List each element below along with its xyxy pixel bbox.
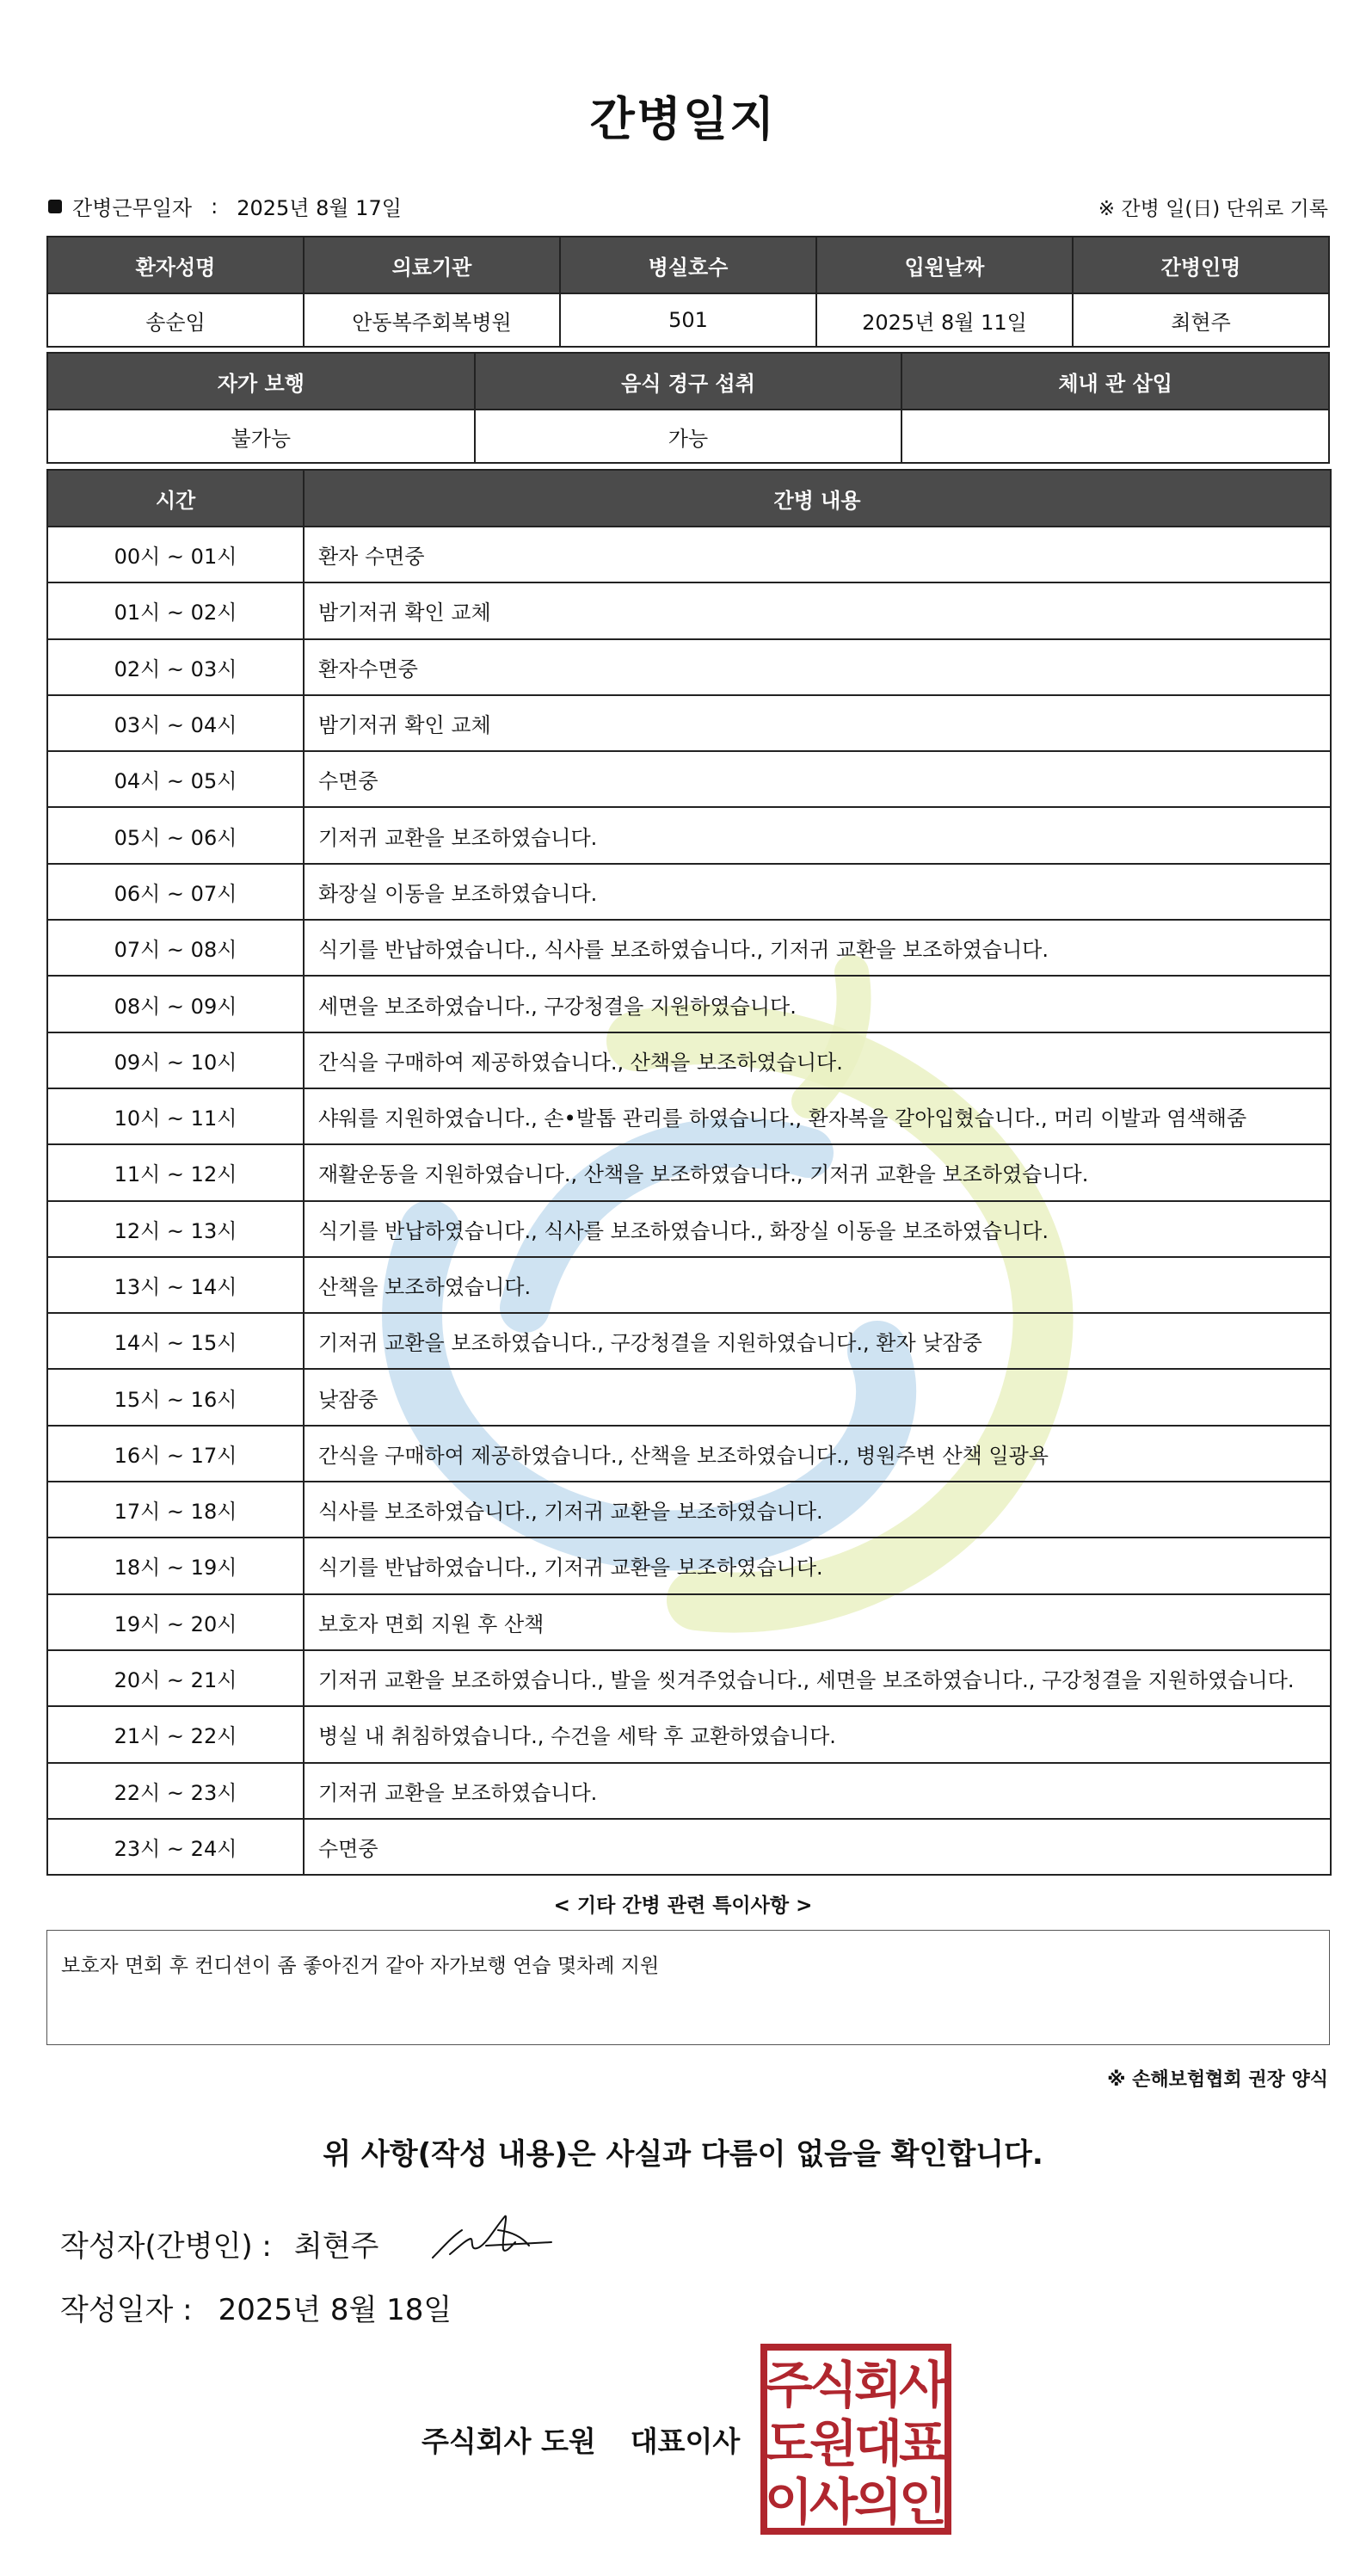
writer-line [60,2222,378,2265]
bullet-square-icon [48,200,62,213]
care-log-row [47,1032,1331,1088]
company-seal-stamp [757,2340,955,2538]
log-content: 간식을 구매하여 제공하였습니다., 산책을 보조하였습니다. [304,1032,1331,1088]
patient-status-value-row [47,410,1329,463]
patient-info-table [46,236,1330,348]
log-content: 간식을 구매하여 제공하였습니다., 산책을 보조하였습니다., 병원주변 산책 일광욕 [304,1426,1331,1482]
log-time: 01시 ~ 02시 [47,582,304,638]
log-content: 식기를 반납하였습니다., 식사를 보조하였습니다., 화장실 이동을 보조하였습니다. [304,1201,1331,1257]
care-log-row [47,582,1331,638]
admission-date: 2025년 8월 11일 [816,293,1073,347]
header-self-walking: 자가 보행 [47,353,475,410]
self-walking-value: 불가능 [47,410,475,463]
care-log-row [47,807,1331,863]
care-log-row [47,695,1331,751]
care-log-row [47,751,1331,807]
care-log-row [47,1650,1331,1706]
log-content: 밤기저귀 확인 교체 [304,695,1331,751]
header-tube-insertion: 체내 관 삽입 [901,353,1329,410]
log-content: 산책을 보조하였습니다. [304,1257,1331,1313]
hospital-name: 안동복주회복병원 [304,293,560,347]
log-time: 10시 ~ 11시 [47,1088,304,1144]
notes-title: < 기타 간병 관련 특이사항 > [553,1895,813,1917]
care-log-row [47,1594,1331,1650]
care-log-row [47,1088,1331,1144]
log-content: 기저귀 교환을 보조하였습니다., 발을 씻겨주었습니다., 세면을 보조하였습니다., 구강청결을 지원하였습니다. [304,1650,1331,1706]
header-patient-name: 환자성명 [47,237,304,293]
room-number: 501 [560,293,816,347]
caregiver-name: 최현주 [1073,293,1329,347]
written-date-value: 2025년 8월 18일 [218,2293,452,2327]
care-log-row [47,1763,1331,1819]
log-content: 기저귀 교환을 보조하였습니다. [304,1763,1331,1819]
header-oral-intake: 음식 경구 섭취 [475,353,902,410]
seal-character: 회 [853,2356,903,2414]
header-care-content: 간병 내용 [304,470,1331,527]
care-log-header-row [47,470,1331,527]
log-time: 20시 ~ 21시 [47,1650,304,1706]
log-content: 병실 내 취침하였습니다., 수건을 세탁 후 교환하였습니다. [304,1706,1331,1762]
care-log-row [47,1313,1331,1369]
log-content: 세면을 보조하였습니다., 구강청결을 지원하였습니다. [304,976,1331,1032]
notes-box [46,1930,1330,2045]
log-time: 04시 ~ 05시 [47,751,304,807]
separator: : [211,194,218,219]
care-log-row [47,1369,1331,1425]
written-date-line [60,2286,452,2328]
seal-character: 표 [898,2414,948,2473]
seal-character: 인 [898,2473,948,2531]
seal-character: 이 [764,2473,814,2531]
work-date-label: 간병근무일자 [72,196,193,220]
document-title: 간병일지 [589,92,777,146]
log-time: 16시 ~ 17시 [47,1426,304,1482]
care-log-row [47,864,1331,920]
seal-character: 사 [898,2356,948,2414]
care-log-row [47,1482,1331,1538]
care-log-row [47,639,1331,695]
signature-image [426,2204,555,2273]
log-content: 보호자 면회 지원 후 산책 [304,1594,1331,1650]
log-time: 12시 ~ 13시 [47,1201,304,1257]
log-time: 17시 ~ 18시 [47,1482,304,1538]
care-log-row [47,1201,1331,1257]
header-time: 시간 [47,470,304,527]
log-time: 21시 ~ 22시 [47,1706,304,1762]
care-log-body [47,527,1331,1875]
care-log-row [47,527,1331,582]
log-time: 07시 ~ 08시 [47,920,304,976]
log-time: 14시 ~ 15시 [47,1313,304,1369]
log-time: 11시 ~ 12시 [47,1144,304,1200]
patient-info-value-row [47,293,1329,347]
work-date-value: 2025년 8월 17일 [237,196,402,220]
notes-content: 보호자 면회 후 컨디션이 좀 좋아진거 같아 자가보행 연습 몇차례 지원 [61,1955,660,1977]
log-time: 22시 ~ 23시 [47,1763,304,1819]
seal-character: 원 [809,2414,858,2473]
seal-character: 식 [809,2356,858,2414]
log-time: 23시 ~ 24시 [47,1819,304,1875]
care-log-row [47,1426,1331,1482]
header-admission-date: 입원날짜 [816,237,1073,293]
care-log-row [47,1538,1331,1593]
log-content: 낮잠중 [304,1369,1331,1425]
log-content: 환자 수면중 [304,527,1331,582]
care-log-row [47,1144,1331,1200]
log-content: 식사를 보조하였습니다., 기저귀 교환을 보조하였습니다. [304,1482,1331,1538]
care-log-row [47,1257,1331,1313]
log-time: 18시 ~ 19시 [47,1538,304,1593]
log-time: 13시 ~ 14시 [47,1257,304,1313]
log-time: 00시 ~ 01시 [47,527,304,582]
log-content: 재활운동을 지원하였습니다., 산책을 보조하였습니다., 기저귀 교환을 보조하였습니다. [304,1144,1331,1200]
patient-status-header-row [47,353,1329,410]
care-log-table [46,469,1332,1876]
log-time: 02시 ~ 03시 [47,639,304,695]
seal-character: 주 [764,2356,814,2414]
log-content: 식기를 반납하였습니다., 기저귀 교환을 보조하였습니다. [304,1538,1331,1593]
patient-name: 송순임 [47,293,304,347]
recommended-form-note: ※ 손해보험협회 권장 양식 [1107,2069,1328,2091]
confirmation-statement: 위 사항(작성 내용)은 사실과 다름이 없음을 확인합니다. [323,2137,1043,2172]
log-content: 밤기저귀 확인 교체 [304,582,1331,638]
header-caregiver-name: 간병인명 [1073,237,1329,293]
seal-character: 대 [853,2414,903,2473]
seal-character: 사 [809,2473,858,2531]
work-date-line [48,191,402,221]
care-log-row [47,1819,1331,1875]
header-hospital: 의료기관 [304,237,560,293]
care-log-row [47,920,1331,976]
log-time: 06시 ~ 07시 [47,864,304,920]
oral-intake-value: 가능 [475,410,902,463]
header-room-number: 병실호수 [560,237,816,293]
patient-info-header-row [47,237,1329,293]
log-time: 19시 ~ 20시 [47,1594,304,1650]
log-content: 수면중 [304,751,1331,807]
company-name: 주식회사 도원 [421,2425,596,2458]
log-time: 05시 ~ 06시 [47,807,304,863]
unit-note: ※ 간병 일(日) 단위로 기록 [1098,198,1328,220]
log-content: 기저귀 교환을 보조하였습니다., 구강청결을 지원하였습니다., 환자 낮잠중 [304,1313,1331,1369]
log-content: 환자수면중 [304,639,1331,695]
written-date-label: 작성일자 : [60,2293,193,2327]
care-log-row [47,1706,1331,1762]
log-content: 샤워를 지원하였습니다., 손•발톱 관리를 하였습니다., 환자복을 갈아입혔습니다., 머리 이발과 염색해줌 [304,1088,1331,1144]
seal-character: 도 [764,2414,814,2473]
log-content: 화장실 이동을 보조하였습니다. [304,864,1331,920]
log-content: 수면중 [304,1819,1331,1875]
log-time: 09시 ~ 10시 [47,1032,304,1088]
log-content: 기저귀 교환을 보조하였습니다. [304,807,1331,863]
seal-character: 의 [853,2473,903,2531]
writer-name: 최현주 [293,2229,379,2264]
log-time: 08시 ~ 09시 [47,976,304,1032]
log-time: 03시 ~ 04시 [47,695,304,751]
company-representative: 대표이사 [630,2425,741,2458]
writer-label: 작성자(간병인) : [60,2229,272,2264]
log-content: 식기를 반납하였습니다., 식사를 보조하였습니다., 기저귀 교환을 보조하였습니다. [304,920,1331,976]
patient-status-table [46,352,1330,464]
care-log-row [47,976,1331,1032]
log-time: 15시 ~ 16시 [47,1369,304,1425]
company-line [421,2419,740,2460]
tube-insertion-value [901,410,1329,463]
